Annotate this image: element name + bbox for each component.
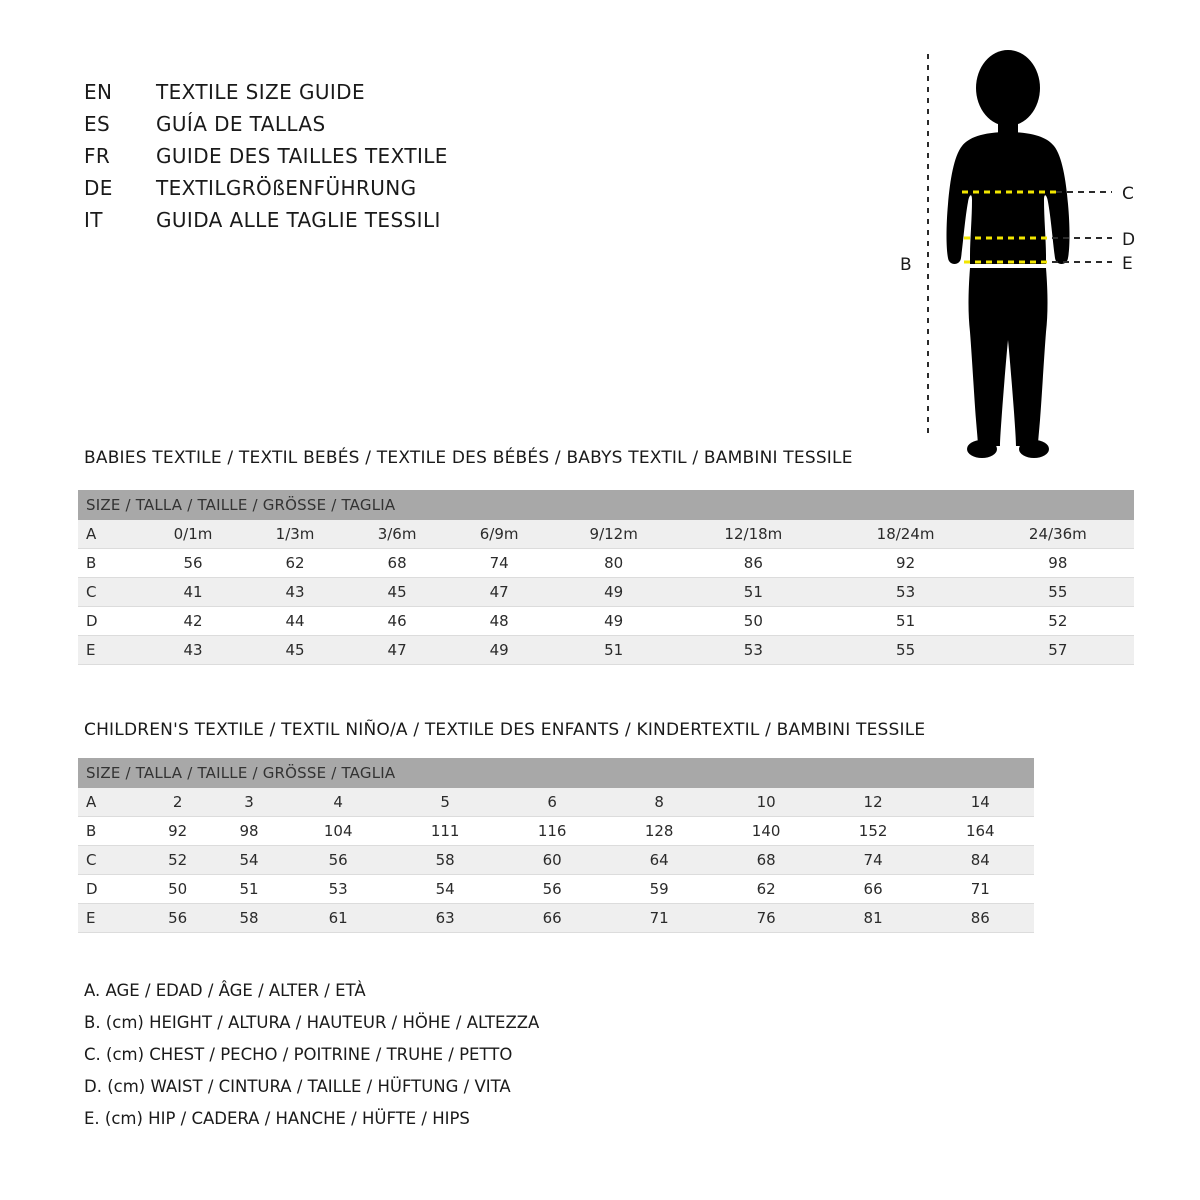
cell: 10 bbox=[713, 788, 820, 817]
cell: 80 bbox=[550, 549, 677, 578]
cell: 51 bbox=[677, 578, 829, 607]
cell: 5 bbox=[392, 788, 499, 817]
table-row bbox=[78, 846, 1034, 875]
cell: 12/18m bbox=[677, 520, 829, 549]
language-code-fr: FR bbox=[84, 144, 111, 168]
table-row bbox=[78, 549, 1134, 578]
cell: 59 bbox=[606, 875, 713, 904]
row-label: E bbox=[78, 904, 142, 933]
babies-table-body bbox=[78, 520, 1134, 665]
row-label: B bbox=[78, 817, 142, 846]
title-text-it: GUIDA ALLE TAGLIE TESSILI bbox=[156, 208, 441, 232]
row-label: C bbox=[78, 578, 142, 607]
cell: 86 bbox=[927, 904, 1034, 933]
title-row bbox=[84, 112, 684, 144]
cell: 0/1m bbox=[142, 520, 244, 549]
cell: 9/12m bbox=[550, 520, 677, 549]
cell: 116 bbox=[499, 817, 606, 846]
cell: 98 bbox=[982, 549, 1134, 578]
cell: 74 bbox=[448, 549, 550, 578]
table-header-row bbox=[78, 490, 1134, 520]
row-label: E bbox=[78, 636, 142, 665]
babies-size-table bbox=[78, 490, 1134, 665]
figure-label-hip: E bbox=[1122, 254, 1133, 274]
legend-line-chest: C. (cm) CHEST / PECHO / POITRINE / TRUHE / PETTO bbox=[84, 1045, 513, 1064]
cell: 18/24m bbox=[829, 520, 981, 549]
language-code-es: ES bbox=[84, 112, 111, 136]
cell: 62 bbox=[244, 549, 346, 578]
cell: 92 bbox=[829, 549, 981, 578]
cell: 50 bbox=[142, 875, 213, 904]
language-code-de: DE bbox=[84, 176, 113, 200]
legend-line-waist: D. (cm) WAIST / CINTURA / TAILLE / HÜFTUNG / VITA bbox=[84, 1077, 511, 1096]
cell: 49 bbox=[448, 636, 550, 665]
language-title-block bbox=[84, 80, 684, 240]
table-row bbox=[78, 875, 1034, 904]
cell: 53 bbox=[677, 636, 829, 665]
row-label: D bbox=[78, 607, 142, 636]
cell: 92 bbox=[142, 817, 213, 846]
row-label: B bbox=[78, 549, 142, 578]
table-row bbox=[78, 788, 1034, 817]
row-label: C bbox=[78, 846, 142, 875]
children-table-body bbox=[78, 788, 1034, 933]
cell: 43 bbox=[244, 578, 346, 607]
title-row bbox=[84, 80, 684, 112]
child-silhouette bbox=[947, 50, 1070, 458]
cell: 58 bbox=[392, 846, 499, 875]
cell: 2 bbox=[142, 788, 213, 817]
measurement-legend bbox=[84, 975, 539, 1135]
legend-line-height: B. (cm) HEIGHT / ALTURA / HAUTEUR / HÖHE / ALTEZZA bbox=[84, 1013, 540, 1032]
children-section-heading: CHILDREN'S TEXTILE / TEXTIL NIÑO/A / TEXTILE DES ENFANTS / KINDERTEXTIL / BAMBINI TESSILE bbox=[84, 720, 926, 740]
cell: 86 bbox=[677, 549, 829, 578]
cell: 111 bbox=[392, 817, 499, 846]
cell: 6/9m bbox=[448, 520, 550, 549]
language-code-it: IT bbox=[84, 208, 103, 232]
cell: 45 bbox=[346, 578, 448, 607]
cell: 56 bbox=[142, 904, 213, 933]
cell: 24/36m bbox=[982, 520, 1134, 549]
cell: 51 bbox=[213, 875, 284, 904]
language-code-en: EN bbox=[84, 80, 113, 104]
cell: 49 bbox=[550, 607, 677, 636]
cell: 66 bbox=[820, 875, 927, 904]
cell: 74 bbox=[820, 846, 927, 875]
cell: 61 bbox=[285, 904, 392, 933]
cell: 60 bbox=[499, 846, 606, 875]
cell: 55 bbox=[982, 578, 1134, 607]
cell: 81 bbox=[820, 904, 927, 933]
cell: 47 bbox=[448, 578, 550, 607]
cell: 164 bbox=[927, 817, 1034, 846]
cell: 64 bbox=[606, 846, 713, 875]
children-size-table bbox=[78, 758, 1034, 933]
title-text-en: TEXTILE SIZE GUIDE bbox=[156, 80, 366, 104]
cell: 6 bbox=[499, 788, 606, 817]
title-text-de: TEXTILGRÖßENFÜHRUNG bbox=[156, 176, 417, 200]
cell: 57 bbox=[982, 636, 1134, 665]
table-row bbox=[78, 520, 1134, 549]
figure-label-waist: D bbox=[1122, 230, 1136, 250]
table-row bbox=[78, 636, 1134, 665]
figure-label-height: B bbox=[900, 255, 912, 275]
cell: 68 bbox=[346, 549, 448, 578]
cell: 128 bbox=[606, 817, 713, 846]
cell: 98 bbox=[213, 817, 284, 846]
babies-section-heading: BABIES TEXTILE / TEXTIL BEBÉS / TEXTILE DES BÉBÉS / BABYS TEXTIL / BAMBINI TESSILE bbox=[84, 448, 853, 468]
cell: 3 bbox=[213, 788, 284, 817]
cell: 12 bbox=[820, 788, 927, 817]
title-row bbox=[84, 208, 684, 240]
cell: 58 bbox=[213, 904, 284, 933]
cell: 56 bbox=[499, 875, 606, 904]
title-text-es: GUÍA DE TALLAS bbox=[156, 112, 326, 136]
cell: 51 bbox=[829, 607, 981, 636]
cell: 71 bbox=[927, 875, 1034, 904]
cell: 14 bbox=[927, 788, 1034, 817]
cell: 53 bbox=[829, 578, 981, 607]
title-row bbox=[84, 144, 684, 176]
table-row bbox=[78, 578, 1134, 607]
cell: 152 bbox=[820, 817, 927, 846]
title-text-fr: GUIDE DES TAILLES TEXTILE bbox=[156, 144, 448, 168]
cell: 50 bbox=[677, 607, 829, 636]
row-label: A bbox=[78, 788, 142, 817]
cell: 66 bbox=[499, 904, 606, 933]
table-header-row bbox=[78, 758, 1034, 788]
cell: 52 bbox=[982, 607, 1134, 636]
cell: 62 bbox=[713, 875, 820, 904]
babies-column-header: SIZE / TALLA / TAILLE / GRÖSSE / TAGLIA bbox=[78, 490, 1134, 520]
table-row bbox=[78, 817, 1034, 846]
row-label: A bbox=[78, 520, 142, 549]
cell: 46 bbox=[346, 607, 448, 636]
cell: 52 bbox=[142, 846, 213, 875]
cell: 56 bbox=[285, 846, 392, 875]
cell: 3/6m bbox=[346, 520, 448, 549]
row-label: D bbox=[78, 875, 142, 904]
cell: 49 bbox=[550, 578, 677, 607]
cell: 48 bbox=[448, 607, 550, 636]
cell: 1/3m bbox=[244, 520, 346, 549]
cell: 45 bbox=[244, 636, 346, 665]
cell: 71 bbox=[606, 904, 713, 933]
cell: 53 bbox=[285, 875, 392, 904]
cell: 8 bbox=[606, 788, 713, 817]
cell: 43 bbox=[142, 636, 244, 665]
cell: 44 bbox=[244, 607, 346, 636]
cell: 51 bbox=[550, 636, 677, 665]
cell: 63 bbox=[392, 904, 499, 933]
cell: 56 bbox=[142, 549, 244, 578]
cell: 140 bbox=[713, 817, 820, 846]
title-row bbox=[84, 176, 684, 208]
cell: 104 bbox=[285, 817, 392, 846]
cell: 42 bbox=[142, 607, 244, 636]
cell: 55 bbox=[829, 636, 981, 665]
figure-label-chest: C bbox=[1122, 184, 1134, 204]
cell: 84 bbox=[927, 846, 1034, 875]
cell: 41 bbox=[142, 578, 244, 607]
table-row bbox=[78, 904, 1034, 933]
cell: 47 bbox=[346, 636, 448, 665]
measurement-figure bbox=[860, 40, 1180, 460]
cell: 4 bbox=[285, 788, 392, 817]
cell: 76 bbox=[713, 904, 820, 933]
table-row bbox=[78, 607, 1134, 636]
children-column-header: SIZE / TALLA / TAILLE / GRÖSSE / TAGLIA bbox=[78, 758, 1034, 788]
legend-line-age: A. AGE / EDAD / ÂGE / ALTER / ETÀ bbox=[84, 981, 366, 1000]
cell: 54 bbox=[213, 846, 284, 875]
legend-line-hip: E. (cm) HIP / CADERA / HANCHE / HÜFTE / HIPS bbox=[84, 1109, 470, 1128]
cell: 54 bbox=[392, 875, 499, 904]
cell: 68 bbox=[713, 846, 820, 875]
